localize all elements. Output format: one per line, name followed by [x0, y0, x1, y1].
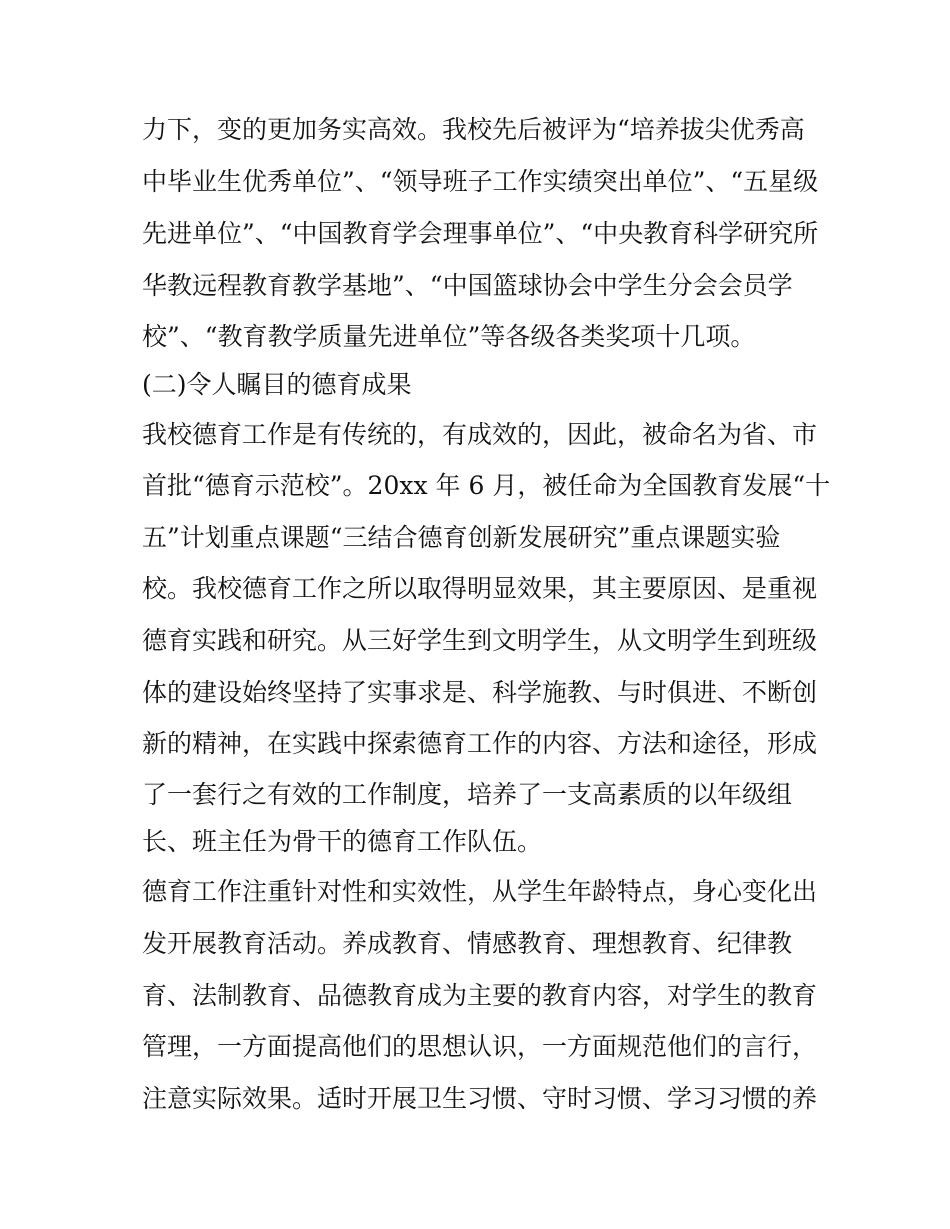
- text-line: 发开展教育活动。养成教育、情感教育、理想教育、纪律教: [142, 929, 793, 958]
- text-line: 注意实际效果。适时开展卫生习惯、守时习惯、学习习惯的养: [142, 1084, 818, 1113]
- text-line: 校。我校德育工作之所以取得明显效果，其主要原因、是重视: [142, 574, 818, 603]
- text-line: 我校德育工作是有传统的，有成效的，因此，被命名为省、市: [142, 420, 818, 449]
- text-line: 先进单位”、“中国教育学会理事单位”、“中央教育科学研究所: [142, 219, 819, 248]
- text-line: 管理，一方面提高他们的思想认识，一方面规范他们的言行，: [142, 1032, 818, 1061]
- text-line: 了一套行之有效的工作制度，培养了一支高素质的以年级组: [142, 780, 793, 809]
- section-heading: (二)令人瞩目的德育成果: [142, 370, 412, 399]
- text-line: 育、法制教育、品德教育成为主要的教育内容，对学生的教育: [142, 981, 818, 1010]
- text-line: 中毕业生优秀单位”、“领导班子工作实绩突出单位”、“五星级: [142, 167, 819, 196]
- text-line: 新的精神，在实践中探索德育工作的内容、方法和途径，形成: [142, 729, 818, 758]
- text-line: 德育工作注重针对性和实效性，从学生年龄特点，身心变化出: [142, 877, 818, 906]
- text-line: 体的建设始终坚持了实事求是、科学施教、与时俱进、不断创: [142, 678, 818, 707]
- text-line: 五”计划重点课题“三结合德育创新发展研究”重点课题实验: [142, 523, 781, 552]
- text-line: 首批“德育示范校”。20xx 年 6 月，被任命为全国教育发展“十: [142, 471, 831, 500]
- text-line: 长、班主任为骨干的德育工作队伍。: [142, 827, 543, 856]
- text-line: 校”、“教育教学质量先进单位”等各级各类奖项十几项。: [142, 322, 756, 351]
- text-line: 华教远程教育教学基地”、“中国篮球协会中学生分会会员学: [142, 271, 793, 300]
- text-line: 德育实践和研究。从三好学生到文明学生，从文明学生到班级: [142, 626, 818, 655]
- text-line: 力下，变的更加务实高效。我校先后被评为“培养拔尖优秀高: [142, 115, 805, 144]
